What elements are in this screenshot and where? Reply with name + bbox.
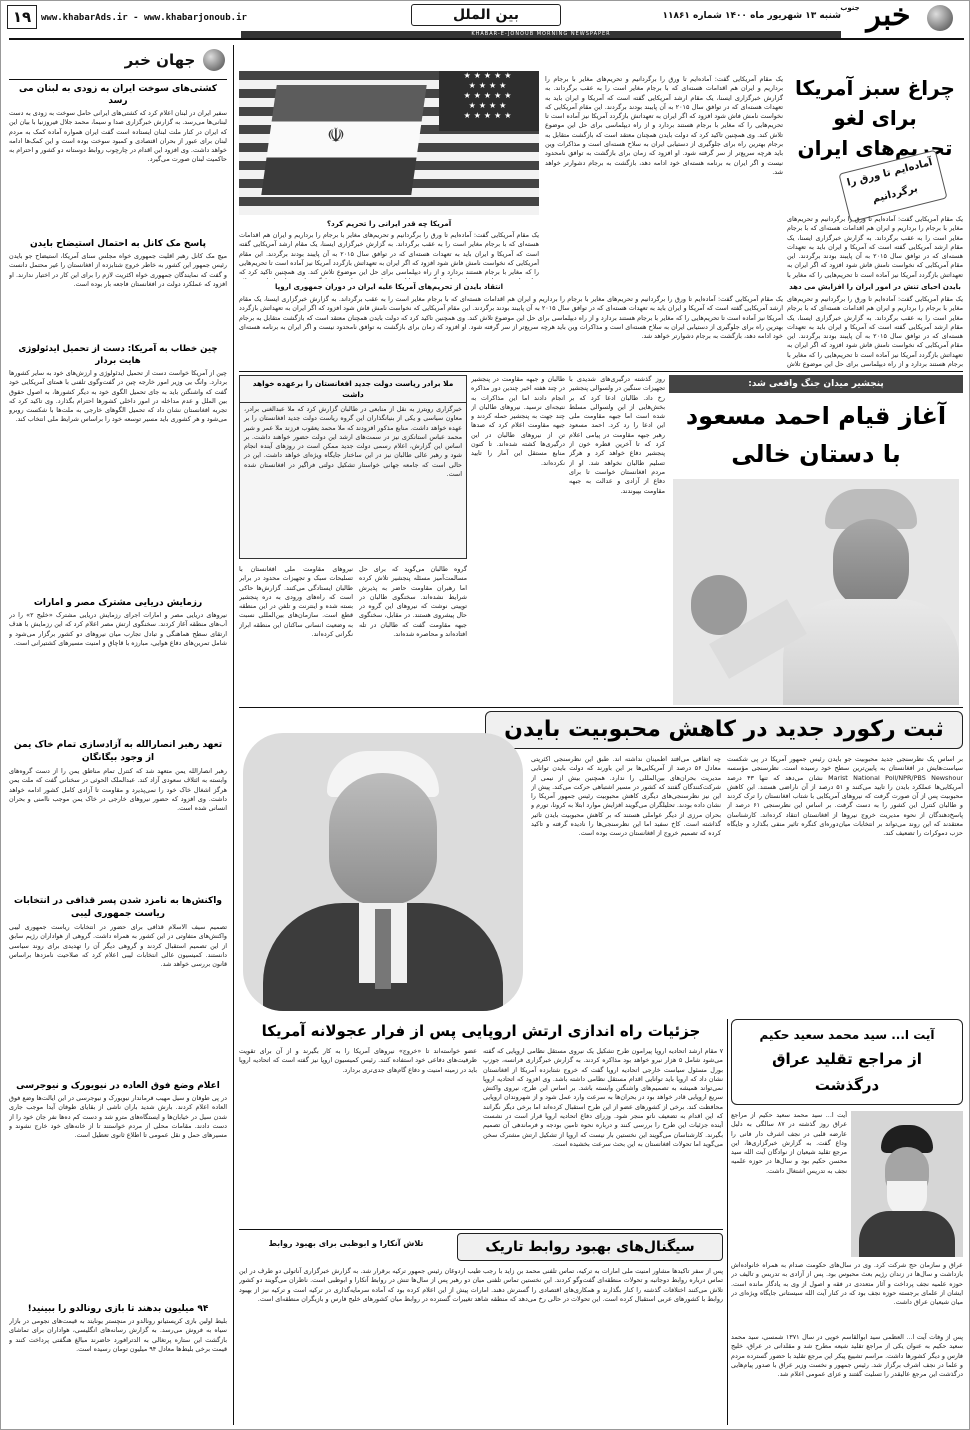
iran-headline: چراغ سبز آمریکا برای لغو تحریم‌های ایران <box>795 76 955 160</box>
world-item-title: ۹۴ میلیون بدهند تا بازی رونالدو را ببینید! <box>27 1304 209 1314</box>
eu-body-right: ۷ مقام ارشد اتحادیه اروپا پیرامون طرح تشکیل یک نیروی مستقل نظامی اروپایی که گفته می‌شود شامل ۵ هزار نیرو خواهد بود مذاکره کردند. به گزارش خبرگزاری فرانسه، جوزپ بورل مسئول سیاست خارجی اتحادیه اروپا گفت که خروج شتابزده آمریکا از افغانستان نشان داد که اروپا باید توانایی اقدام مستقل نظامی داشته باشد. وی افزود که اتحادیه اروپا نمی‌تواند همیشه به تصمیم‌های واشنگتن وابسته باشد. بر اساس این طرح، نیروی واکنش سریع اروپایی قادر خواهد بود در بحران‌ها به سرعت وارد عمل شود و از شهروندان اروپایی محافظت کند. برخی از کشورهای عضو از این طرح استقبال کرده‌اند اما برخی دیگر نگرانند که این اقدام به تضعیف ناتو منجر شود. وزرای دفاع اتحادیه اروپا قرار است در نشست آینده جزئیات این طرح را بررسی کنند و درباره نحوه تامین بودجه و فرماندهی آن تصمیم بگیرند. کارشناسان می‌گویند این نخستین بار نیست که اروپا از تشکیل ارتش مشترک سخن می‌گوید اما تحولات افغانستان به این بحث سرعت بخشیده است. <box>483 1047 723 1148</box>
iran-stamp-text: آماده‌ایم تا ورق را برگردانیم <box>845 156 934 206</box>
eu-story-rule <box>239 1229 723 1230</box>
world-item-title: رزمایش دریایی مشترک مصر و امارات <box>33 598 203 608</box>
section-label: بین الملل <box>452 7 520 23</box>
biden-photo <box>243 733 523 1011</box>
world-news-header <box>119 45 227 77</box>
page-number-value: ۱۹ <box>12 8 32 26</box>
turkey-headline: سیگنال‌های بهبود روابط تاریک <box>485 1239 695 1255</box>
massoud-col-1: روز گذشته درگیری‌های شدیدی با تجهیزات سنگین در ولسوالی پنجشیر رخ داد. طالبان ادعا کرد که بر بخش‌هایی از این ولسوالی مسلط شده است اما جبهه مقاومت ملی این ادعا را رد کرد. احمد مسعود رهبر جبهه مقاومت در پیامی اعلام کرد که تا آخرین قطره خون از پنجشیر دفاع خواهد کرد و هرگز تسلیم طالبان نخواهد شد. او از مردم افغانستان خواست تا برای دفاع از آزادی و عدالت به جبهه مقاومت بپیوندند. <box>569 375 665 495</box>
massoud-col-2: طالبان و جبهه مقاومت در پنجشیر در چند هفته اخیر چندین دور مذاکره انجام دادند اما این مذاکرات به نتیجه‌ای نرسید. نیروهای طالبان از چند جهت به پنجشیر حمله کردند و جبهه مقاومت اعلام کرد که صدها تن از نیروهای طالبان در این درگیری‌ها کشته شده‌اند. تا کنون منابع مستقل این آمار را تایید نکرده‌اند. <box>471 375 565 467</box>
massoud-col-4: نیروهای مقاومت ملی افغانستان با تسلیحات سبک و تجهیزات محدود در برابر طالبان ایستادگی می‌کنند. گزارش‌ها حاکی است که راه‌های ورودی به دره پنجشیر بسته شده و اینترنت و تلفن در این منطقه قطع است. سازمان‌های بین‌المللی نسبت به وضعیت انسانی ساکنان این منطقه ابراز نگرانی کرده‌اند. <box>239 565 353 639</box>
eu-headline: جزئیات راه اندازی ارتش اروپایی پس از فرار عجولانه آمریکا <box>261 1022 701 1040</box>
biden-face <box>329 773 437 905</box>
logo-small: جنوب <box>840 4 860 12</box>
iran-body-bottom: یک مقام آمریکایی گفت: آماده‌ایم تا ورق را برگردانیم و تحریم‌های مغایر با برجام را برداریم و ایران هم اقدامات هسته‌ای که با برجام مغایر است را به عقب برگرداند. به گزارش خبرگزاری ایسنا، یک مقام ارشد آمریکایی گفته است که آمریکا و ایران باید به تعهدات هسته‌ای که در توافق سال ۲۰۱۵ به آن پایبند بودند برگردند. این مقام آمریکایی که نخواست نامش فاش شود افزود که اگر ایران به تعهداتش بازگردد آمریکا نیز آماده است تا تحریم‌هایی را که مغایر با برجام هستند بردارد و از راه دیپلماسی برای حل این موضوع تلاش کند. وی همچنین تاکید کرد که دولت بایدن همچنان معتقد است که بازگشت متقابل به برجام بهترین راه برای جلوگیری از دستیابی ایران به سلاح هسته‌ای است و مذاکرات وین باید هرچه سریع‌تر از سر گرفته شود. او افزود که زمان برای بازگشت به توافق نامحدود نیست و اگر ایران به برنامه هسته‌ای خود ادامه دهد، بازگشت به برجام دشوارتر خواهد شد. <box>239 295 783 341</box>
massoud-story <box>669 375 963 705</box>
hakim-lead: آیت ا... سید محمد سعید حکیم از مراجع عراق روز گذشته در ۸۷ سالگی به دلیل عارضه قلبی در نجف اشرف دار فانی را وداع گفت. به گزارش خبرگزاری‌ها، این مرجع تقلید شیعیان از نوادگان آیت الله سید محسن حکیم بود و سال‌ها در حوزه علمیه نجف به تدریس اشتغال داشت. <box>731 1111 847 1175</box>
taliban-box-title: ملا برادر ریاست دولت جدید افغانستان را برعهده خواهد داشت <box>240 376 466 403</box>
world-item <box>9 343 227 511</box>
biden-tie <box>375 909 391 989</box>
world-item <box>9 238 227 338</box>
iran-bold-line-2: انتقاد بایدن از تحریم‌های آمریکا علیه ایران در دوران جمهوری اروپا <box>274 283 503 291</box>
world-item-body: چین از آمریکا خواست دست از تحمیل ایدئولوژی و ارزش‌های خود به سایر کشورها بردارد. وانگ یی وزیر امور خارجه چین در گفت‌وگوی تلفنی با همتای آمریکایی خود گفت که واشنگتن باید به جای تحمیل الگوی خود به دیگر کشورها، به اصول حقوق بین الملل و عدم مداخله در امور داخلی کشورها احترام بگذارد. وی تاکید کرد که تجربه افغانستان نشان داد که تحمیل الگوهای خارجی به ملت‌ها با شکست روبرو می‌شود و هر کشوری باید مسیر توسعه خود را براساس شرایط ملی انتخاب کند. <box>9 369 227 424</box>
iran-subhead: بایدن احیای تنش در امور ایران را افزایش می دهد <box>789 283 961 291</box>
hakim-photo <box>851 1111 963 1257</box>
world-globe-icon <box>203 49 225 71</box>
website-links: www.khabarAds.ir - www.khabarjonoub.ir <box>41 13 247 23</box>
world-item-body: تصمیم سیف الاسلام قذافی برای حضور در انتخابات ریاست جمهوری لیبی واکنش‌های متفاوتی در این کشور به همراه داشت. گروهی از هواداران رژیم سابق از این تصمیم استقبال کردند و گروهی دیگر آن را تهدیدی برای روند سیاسی دانستند. کمیسیون عالی انتخابات لیبی اعلام کرد که صلاحیت نامزدها براساس قانون بررسی خواهد شد. <box>9 923 227 969</box>
massoud-face <box>833 519 909 609</box>
eu-body-left: عضو خواسته‌اند تا «خروج» نیروهای آمریکا را به کار بگیرند و از آن برای تقویت ظرفیت‌های دفاعی خود استفاده کنند. رئیس کمیسیون اروپا نیز گفته است که اتحادیه اروپا باید در زمینه امنیت و دفاع گام‌های جدی‌تری بردارد. <box>239 1047 477 1074</box>
tagline-bar: KHABAR-E-JONOUB MORNING NEWSPAPER <box>241 31 841 38</box>
world-item <box>9 1303 227 1423</box>
eu-story <box>239 1019 723 1225</box>
taliban-box <box>239 375 467 559</box>
iran-body-right: یک مقام آمریکایی گفت: آماده‌ایم تا ورق را برگردانیم و تحریم‌های مغایر با برجام را برداریم و ایران هم اقدامات هسته‌ای که با برجام مغایر است را به عقب برگرداند. به گزارش خبرگزاری ایسنا، یک مقام ارشد آمریکایی گفته است که آمریکا و ایران باید به تعهدات هسته‌ای که در توافق سال ۲۰۱۵ به آن پایبند بودند برگردند. این مقام آمریکایی که نخواست نامش فاش شود افزود که اگر ایران به تعهداتش بازگردد آمریکا نیز آماده است تا تحریم‌هایی را که مغایر با <box>787 215 963 279</box>
world-item-title: کشتی‌های سوخت ایران به زودی به لبنان می رسد <box>18 84 218 106</box>
iran-body-under-photo: یک مقام آمریکایی گفت: آماده‌ایم تا ورق را برگردانیم و تحریم‌های مغایر با برجام را برداریم و ایران هم اقدامات هسته‌ای که با برجام مغایر است را به عقب برگرداند. به گزارش خبرگزاری ایسنا، یک مقام ارشد آمریکایی گفته است که آمریکا و ایران باید به تعهدات هسته‌ای که در توافق سال ۲۰۱۵ به آن پایبند بودند برگردند. این مقام آمریکایی که نخواست نامش فاش شود افزود که اگر ایران به تعهداتش بازگردد آمریکا نیز آماده است تا تحریم‌هایی را که مغایر با برجام هستند بردارد و از راه دیپلماسی برای حل این موضوع تلاش کند. وی همچنین تاکید کرد که <box>239 231 539 277</box>
left-column-divider <box>233 45 234 1425</box>
date-line: شنبه ۱۳ شهریور ماه ۱۴۰۰ شماره ۱۱۸۶۱ <box>662 11 841 21</box>
world-item <box>9 739 227 879</box>
turkey-story <box>239 1233 723 1425</box>
massoud-kicker: پنجشیر میدان جنگ واقعی شد: <box>748 379 884 389</box>
hakim-robe <box>859 1211 955 1257</box>
world-item <box>9 83 227 233</box>
world-item-title: پاسخ مک کانل به احتمال استیضاح بایدن <box>29 239 207 249</box>
biden-story <box>239 711 963 1016</box>
massoud-headline-2: با دستان خالی <box>731 440 901 468</box>
hakim-headline-3: درگذشت <box>814 1076 880 1094</box>
iran-emblem-icon: ☫ <box>327 123 345 147</box>
massoud-col-3: گروه طالبان می‌گوید که برای حل مسالمت‌آمیز مسئله پنجشیر تلاش کرده اما رهبران مقاومت حاضر به پذیرش شرایط نشده‌اند. سخنگوی طالبان در توییتی نوشت که نیروهای این گروه در حال پیشروی هستند. در مقابل، سخنگوی جبهه مقاومت گفت که طالبان در تله افتاده‌اند و محاصره شده‌اند. <box>359 565 467 639</box>
biden-headline: ثبت رکورد جدید در کاهش محبوبیت بایدن <box>504 717 944 742</box>
massoud-headline-1: آغاز قیام احمد مسعود <box>685 402 947 430</box>
biden-headline-box <box>485 711 963 749</box>
world-news-title: جهان خبر <box>124 51 196 69</box>
world-item-body: در پی طوفان و سیل مهیب فرماندار نیویورک و نیوجرسی در این ایالت‌ها وضع فوق العاده اعلام کردند. بارش شدید باران ناشی از بقایای طوفان آیدا موجب جاری شدن سیل در خیابان‌ها و ایستگاه‌های مترو شد و دست کم ده‌ها نفر جان خود را از دست دادند. مقامات محلی از مردم خواستند تا از خانه‌های خود خارج نشوند و مسیرهای حمل و نقل عمومی تا اطلاع ثانوی تعطیل است. <box>9 1094 227 1140</box>
hakim-divider <box>727 1019 728 1425</box>
world-item-body: سفیر ایران در لبنان اعلام کرد که کشتی‌های ایرانی حامل سوخت به زودی به دست لبنانی‌ها می‌رسد. به گزارش خبرگزاری صدا و سیما، محمد جلال فیروزنیا با بیان این که ایران در کنار ملت لبنان ایستاده است گفت ایران همواره آماده کمک به مردم لبنان برای عبور از بحران اقتصادی و کمبود سوخت بوده است و این کمک‌ها ادامه خواهد داشت. وی افزود این اقدام در چارچوب روابط دوستانه دو کشور و احترام به حاکمیت لبنان صورت می‌گیرد. <box>9 109 227 164</box>
massoud-kicker-bar <box>669 375 963 393</box>
world-news-column <box>9 45 227 1425</box>
massoud-photo <box>673 479 959 705</box>
masthead <box>1 1 970 37</box>
iran-body-left: یک مقام آمریکایی گفت: آماده‌ایم تا ورق را برگردانیم و تحریم‌های مغایر با برجام را برداریم و ایران هم اقدامات هسته‌ای که با برجام مغایر است را به عقب برگرداند. به گزارش خبرگزاری ایسنا، یک مقام ارشد آمریکایی گفته است که آمریکا و ایران باید به تعهدات هسته‌ای که در توافق سال ۲۰۱۵ به آن پایبند بودند برگردند. این مقام آمریکایی که نخواست نامش فاش شود افزود که اگر ایران به تعهداتش بازگردد آمریکا نیز آماده است تا تحریم‌هایی را که مغایر با برجام هستند بردارد و از راه دیپلماسی برای حل این موضوع تلاش کند. وی همچنین تاکید کرد که دولت بایدن همچنان معتقد است که بازگشت متقابل به برجام بهترین راه برای جلوگیری از دستیابی ایران به سلاح هسته‌ای است و مذاکرات وین باید هرچه سریع‌تر از سر گرفته شود. او افزود که زمان برای بازگشت به توافق نامحدود نیست و اگر ایران به برنامه هسته‌ای خود ادامه دهد، بازگشت به برجام دشوارتر خواهد شد. <box>545 75 783 176</box>
hakim-headline-box <box>731 1019 963 1105</box>
logo-text: خبر <box>866 0 911 33</box>
turkey-subhead: تلاش آنکارا و ابوظبی برای بهبود روابط <box>268 1239 424 1248</box>
world-header-rule <box>9 79 227 80</box>
world-item <box>9 895 227 1065</box>
massoud-columns <box>239 375 665 705</box>
flag-photo <box>239 71 539 215</box>
world-item-body: رهبر انصارالله یمن متعهد شد که کنترل تمام مناطق یمن را از دست گروه‌های وابسته به ائتلاف سعودی آزاد کند. عبدالملک الحوثی در سخنانی گفت که ملت یمن هرگز اشغال خاک خود را نمی‌پذیرد و مقاومت تا آزادی کامل کشور ادامه خواهد داشت. وی افزود که حضور نیروهای خارجی در خاک یمن موجب ناامنی و بحران انسانی شده است. <box>9 767 227 813</box>
turkey-body: پس از سفر تاکید‌ها مشاور امنیت ملی امارات به ترکیه، تماس تلفنی محمد بن زاید با رجب طیب اردوغان رئیس جمهور ترکیه برقرار شد. به گزارش خبرگزاری آناتولی دو طرف در این تماس درباره روابط دوجانبه و تحولات منطقه‌ای گفت‌وگو کردند. این نخستین تماس تلفنی میان دو رهبر پس از سال‌ها تنش در روابط آنکارا و ابوظبی است. ناظران می‌گویند دو کشور تلاش می‌کنند اختلافات گذشته را کنار بگذارند و همکاری‌های اقتصادی را گسترش دهند. امارات پیش از این اعلام کرده بود که آماده سرمایه‌گذاری در ترکیه است و ترکیه نیز از بهبود روابط با کشورهای عربی استقبال کرده است. این تحولات در حالی رخ می‌دهد که منطقه شاهد تغییرات گسترده در روابط میان کشورهای خلیج فارس و بازیگران منطقه‌ای است. <box>239 1267 723 1303</box>
biden-body-right: بر اساس یک نظرسنجی جدید محبوبیت جو بایدن رئیس جمهور آمریکا در پی شکست سیاست‌هایش در افغانستان به پایین‌ترین سطح خود رسیده است. نظرسنجی مؤسسه Marist National Poll/NPR/PBS Newshour نشان می‌دهد که تنها ۴۳ درصد آمریکایی‌ها عملکرد بایدن را تایید می‌کنند و ۵۱ درصد از آن ناراضی هستند. این کاهش محبوبیت پس از آن صورت گرفت که نیروهای آمریکایی با شتاب افغانستان را ترک کردند و طالبان کنترل این کشور را به دست گرفت. بر اساس این نظرسنجی ۶۱ درصد از پاسخ‌دهندگان از نحوه مدیریت خروج نیروها از افغانستان انتقاد کرده‌اند. کارشناسان معتقدند که این روند می‌تواند بر انتخابات میان‌دوره‌ای کنگره تاثیر منفی بگذارد و جایگاه حزب دموکرات را تضعیف کند. <box>727 755 963 838</box>
us-flag-stars: ★★★★★ ★★★★ ★★★★★ ★★★★ ★★★★★ <box>439 71 539 131</box>
world-item-title: چین خطاب به آمریکا: دست از تحمیل ایدئولوژی هایت بردار <box>18 344 218 366</box>
hakim-body-2: پس از وفات آیت ا... العظمی سید ابوالقاسم خویی در سال ۱۳۷۱ شمسی، سید محمد سعید حکیم به عنوان یکی از مراجع تقلید شیعه مطرح شد و مقلدانی در عراق، خلیج فارس و دیگر کشورها داشت. مراسم تشییع پیکر این مرجع تقلید با حضور گسترده مردم و علما در نجف اشرف برگزار شد. رئیس جمهور و نخست وزیر عراق با صدور پیام‌هایی درگذشت این مرجع عالیقدر را تسلیت گفتند و عزای عمومی اعلام شد. <box>731 1333 963 1379</box>
world-item-title: تعهد رهبر انصارالله به آزادسازی تمام خاک یمن از وجود بیگانگان <box>13 740 223 763</box>
massoud-story-rule <box>239 707 963 708</box>
world-item-body: میچ مک کانل رهبر اقلیت جمهوری خواه مجلس سنای آمریکا، استیضاح جو بایدن رئیس جمهور این کشور به خاطر خروج شتابزده از افغانستان را غیر محتمل دانست و گفت که نمایندگان جمهوری خواه اکثریت لازم را برای این کار در اختیار ندارند. او افزود که عملکرد دولت در افغانستان فاجعه بار بوده است. <box>9 252 227 288</box>
hakim-headline-2: از مراجع تقلید عراق <box>772 1050 922 1068</box>
section-title <box>411 4 561 26</box>
massoud-body <box>783 599 959 705</box>
turkey-headline-box <box>457 1233 723 1261</box>
page-number <box>7 5 37 29</box>
world-item-body: بلیط اولین بازی کریستیانو رونالدو در منچستر یونایتد به قیمت‌های نجومی در بازار سیاه به فروش می‌رسد. به گزارش رسانه‌های انگلیسی، هواداران برای تماشای بازگشت این ستاره پرتغالی به الدترافورد حاضرند مبالغ هنگفتی پرداخت کنند و قیمت برخی بلیط‌ها معادل ۹۴ میلیون تومان رسیده است. <box>9 1317 227 1353</box>
world-item-body: نیروهای دریایی مصر و امارات اجرای رزمایش دریایی مشترک «خلیج ۲» را در آب‌های منطقه آغاز کردند. سخنگوی ارتش مصر اعلام کرد که این رزمایش با هدف ارتقای سطح هماهنگی و تبادل تجارب میان نیروهای دو کشور برگزار می‌شود و شامل تمرین‌های دفاع هوایی، مبارزه با قاچاق و امنیت مسیرهای کشتیرانی است. <box>9 611 227 647</box>
world-item <box>9 1080 227 1290</box>
globe-icon <box>927 5 953 31</box>
taliban-box-body: خبرگزاری رویترز به نقل از منابعی در طالبان گزارش کرد که ملا عبدالغنی برادر، معاون سیاسی و یکی از بنیانگذاران این گروه ریاست دولت جدید افغانستان را بر عهده خواهد داشت. منابع مذکور افزودند که ملا محمد یعقوب فرزند ملا عمر و شیر محمد عباس استانکزی نیز در سمت‌های ارشد این دولت حضور خواهند داشت. بر اساس این گزارش، اعلام رسمی دولت جدید ممکن است در روزهای آینده انجام شود و رهبر عالی طالبان نیز در این ساختار جایگاه ویژه‌ای خواهد داشت. این در حالی است که جامعه جهانی خواستار تشکیل دولتی فراگیر در افغانستان شده است. <box>244 405 462 479</box>
iran-story-rule <box>239 371 963 372</box>
world-item-title: اعلام وضع فوق العاده در نیویورک و نیوجرسی <box>16 1081 220 1091</box>
logo <box>851 0 926 33</box>
world-item-title: واکنش‌ها به نامزد شدن پسر قذافی در انتخابات ریاست جمهوری لیبی <box>14 896 222 919</box>
hakim-story <box>731 1019 963 1425</box>
biden-body-middle: چه اتفاقی می‌افتد اطمینان نداشته اند. طبق این نظرسنجی اکثریتی معادل ۵۶ درصد از آمریکایی‌ها بر این باورند که دولت بایدن توانایی مدیریت بحران‌های بین‌المللی را ندارد. همچنین بیش از نیمی از شرکت‌کنندگان گفتند که کشور در مسیر اشتباهی حرکت می‌کند. پیش از این نیز نظرسنجی‌های دیگری کاهش محبوبیت رئیس جمهور آمریکا را نشان داده بودند. تحلیلگران می‌گویند افزایش موارد ابتلا به کرونا، تورم و بحران مرزی از دیگر عواملی هستند که بر کاهش محبوبیت بایدن تاثیر گذاشته است. کاخ سفید اما این نظرسنجی‌ها را نادیده گرفته و تاکید کرده که تصمیم خروج از افغانستان درست بوده است. <box>531 755 721 838</box>
world-item <box>9 597 227 707</box>
iran-body-right-2: یک مقام آمریکایی گفت: آماده‌ایم تا ورق را برگردانیم و تحریم‌های مغایر با برجام را برداریم و ایران هم اقدامات هسته‌ای که با برجام مغایر است را به عقب برگرداند. به گزارش خبرگزاری ایسنا، یک مقام ارشد آمریکایی گفته است که آمریکا و ایران باید به تعهدات هسته‌ای که در توافق سال ۲۰۱۵ به آن پایبند بودند برگردند. این مقام آمریکایی که نخواست نامش فاش شود افزود که اگر ایران به تعهداتش بازگردد آمریکا نیز آماده است تا تحریم‌هایی را که مغایر با برجام هستند بردارد و از راه دیپلماسی برای حل این موضوع تلاش <box>787 295 963 369</box>
hakim-headline-1: آیت ا... سید محمد سعید حکیم <box>759 1028 935 1042</box>
hakim-body: عراق و سازمان حج شرکت کرد. وی در سال‌های حکومت صدام به همراه خانواده‌اش بازداشت و سال‌ها در زندان رژیم بعث محبوس بود. پس از آزادی به تدریس و تالیف در حوزه علمیه نجف پرداخت و آثار متعددی در فقه و اصول از وی به یادگار مانده است. ایشان از علمای برجسته حوزه نجف بود که در کنار آیت الله سیستانی جایگاه ویژه‌ای در میان شیعیان عراق داشت. <box>731 1261 963 1307</box>
masthead-rule <box>9 38 964 40</box>
iran-bold-line: آمریکا چه قدر ایرانی را تحریم کرد؟ <box>326 219 452 228</box>
